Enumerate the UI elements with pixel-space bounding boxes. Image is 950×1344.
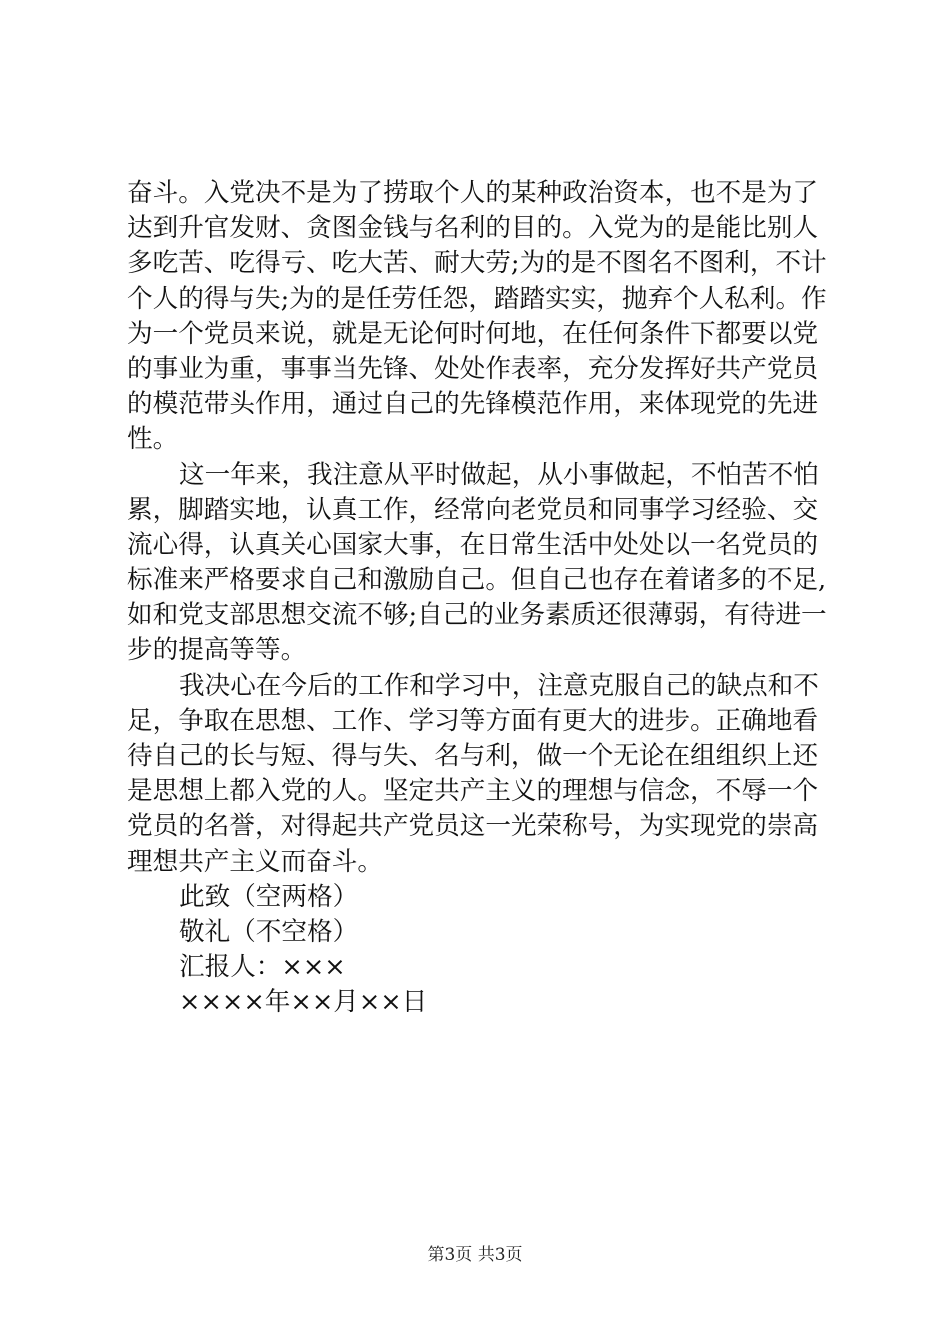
salutation-line: 此致（空两格） [179,881,359,912]
text-line: 流心得，认真关心国家大事，在日常生活中处处以一名党员的 [127,529,819,560]
reporter-line: 汇报人：××× [179,952,346,983]
text-line: 理想共产主义而奋斗。 [127,846,383,877]
text-line: 如和党支部思想交流不够;自己的业务素质还很薄弱，有待进一 [127,600,827,631]
text-line: 达到升官发财、贪图金钱与名利的目的。入党为的是能比别人 [127,213,819,244]
closing-line: 敬礼（不空格） [179,916,359,947]
text-line: 步的提高等等。 [127,635,307,666]
text-line: 的模范带头作用，通过自己的先锋模范作用，来体现党的先进 [127,389,819,420]
text-line: 累，脚踏实地，认真工作，经常向老党员和同事学习经验、交 [127,494,819,525]
text-line: 待自己的长与短、得与失、名与利，做一个无论在组组织上还 [127,741,819,771]
paragraph-start-line: 这一年来，我注意从平时做起，从小事做起，不怕苦不怕 [179,459,819,490]
text-line: 奋斗。入党决不是为了捞取个人的某种政治资本，也不是为了 [127,178,819,208]
text-line: 的事业为重，事事当先锋、处处作表率，充分发挥好共产党员 [127,353,819,384]
text-line: 标准来严格要求自己和激励自己。但自己也存在着诸多的不足, [127,565,827,596]
date-line: ××××年××月××日 [179,987,428,1018]
paragraph-start-line: 我决心在今后的工作和学习中，注意克服自己的缺点和不 [179,670,819,701]
page-number-footer: 第3页 共3页 [427,1245,523,1265]
text-line: 多吃苦、吃得亏、吃大苦、耐大劳;为的是不图名不图利，不计 [127,248,827,279]
text-line: 是思想上都入党的人。坚定共产主义的理想与信念，不辱一个 [127,776,819,807]
text-line: 党员的名誉，对得起共产党员这一光荣称号，为实现党的崇高 [127,811,819,842]
text-line: 性。 [127,424,179,455]
text-line: 为一个党员来说，就是无论何时何地，在任何条件下都要以党 [127,318,819,349]
document-body [127,176,837,1021]
text-line: 个人的得与失;为的是任劳任怨，踏踏实实，抛弃个人私利。作 [127,283,827,314]
text-line: 足，争取在思想、工作、学习等方面有更大的进步。正确地看 [127,705,819,736]
